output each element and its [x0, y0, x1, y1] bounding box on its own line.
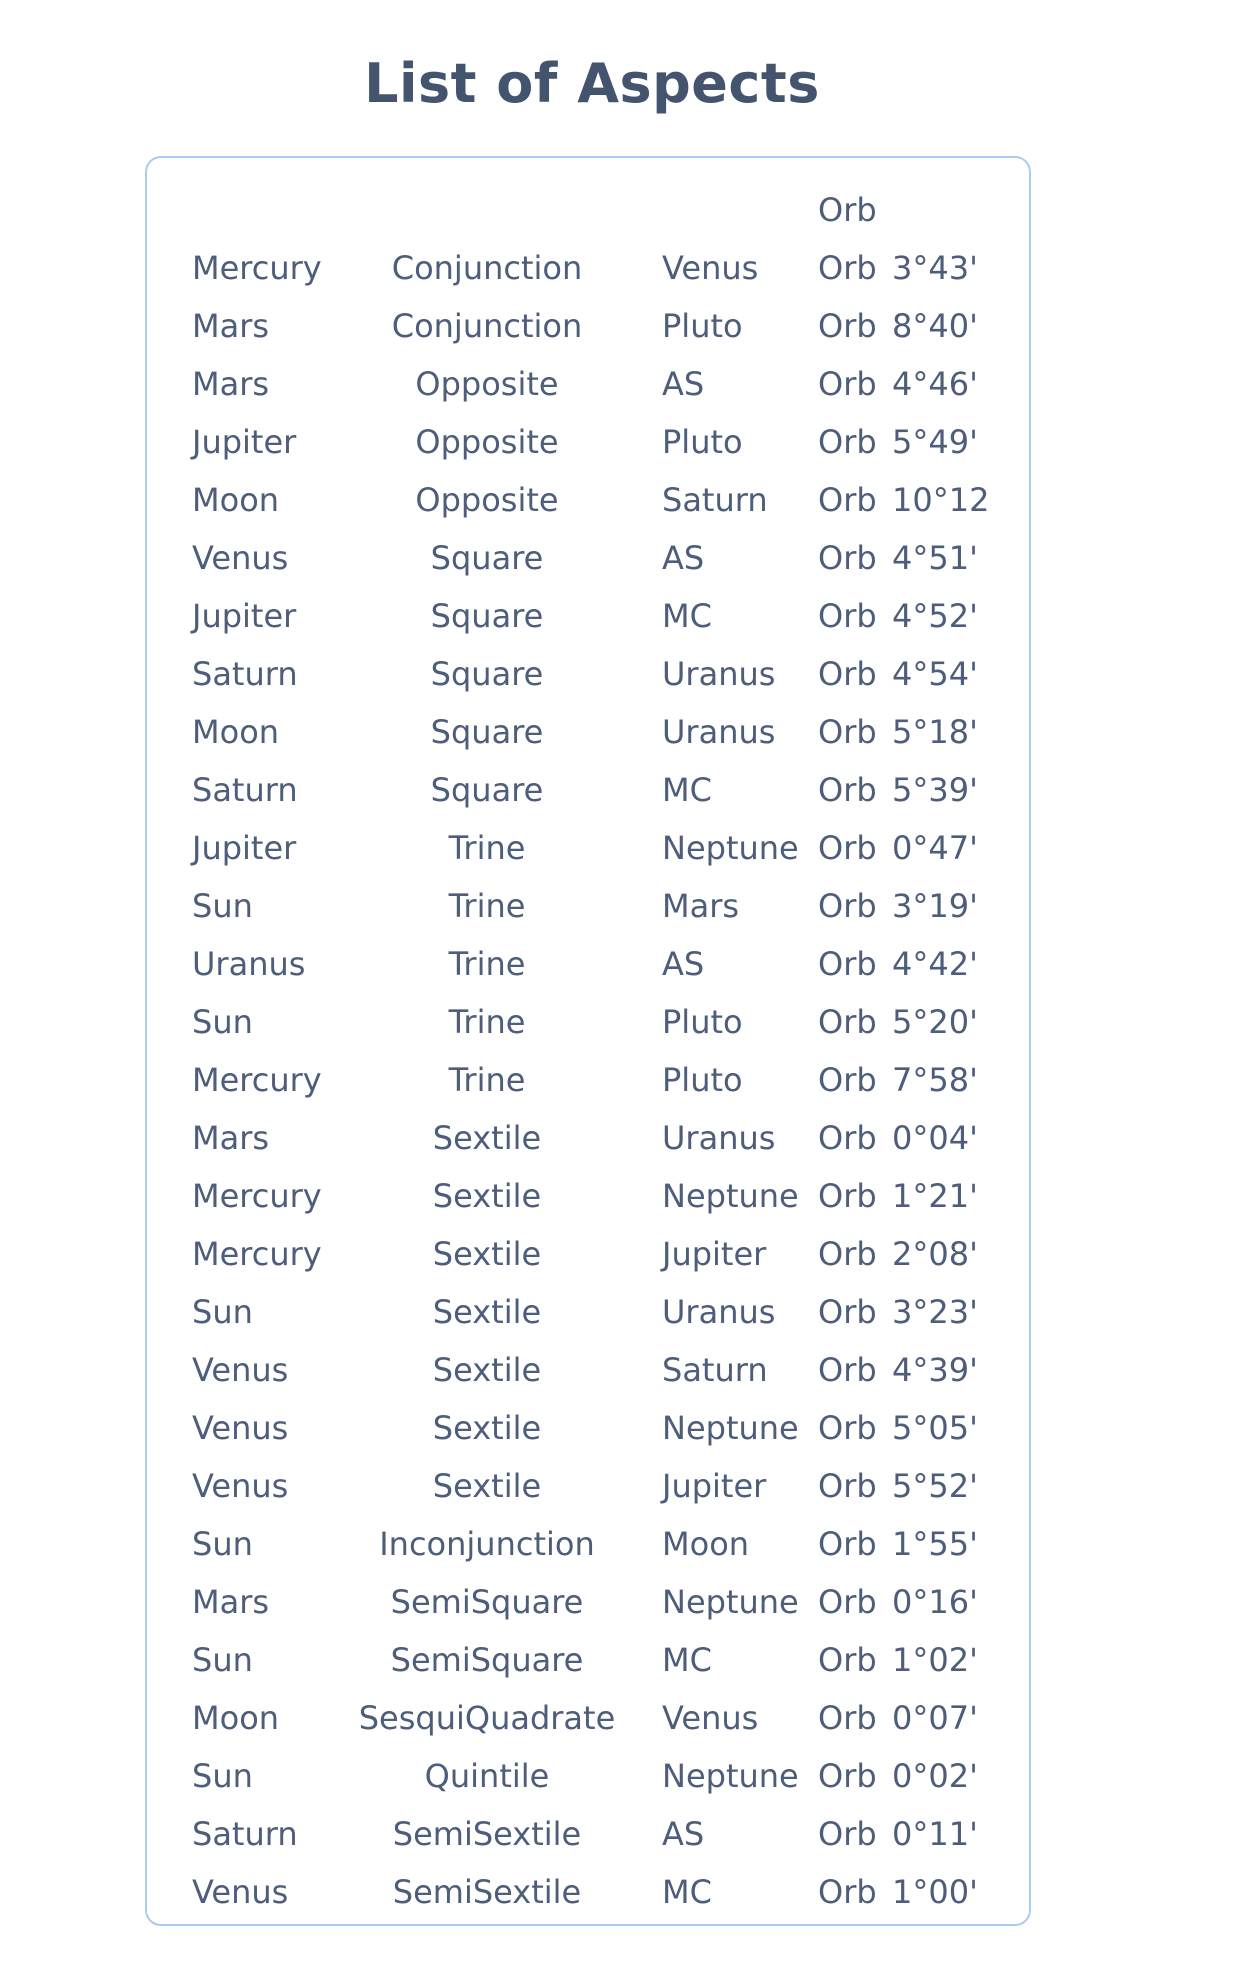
orb-value: 0°16' — [892, 1583, 978, 1621]
aspect-planet1: Sun — [192, 887, 253, 925]
aspect-planet1: Saturn — [192, 1815, 298, 1853]
aspect-name: Square — [430, 771, 544, 809]
orb-value: 5°49' — [892, 423, 978, 461]
table-row — [147, 935, 1029, 993]
aspect-planet2: MC — [662, 1873, 712, 1911]
aspect-planet2: Saturn — [662, 1351, 768, 1389]
orb-label: Orb — [818, 887, 877, 925]
aspect-planet2: Pluto — [662, 307, 743, 345]
aspect-planet1: Saturn — [192, 771, 298, 809]
aspect-planet2: Saturn — [662, 481, 768, 519]
orb-value: 2°08' — [892, 1235, 978, 1273]
orb-value: 4°54' — [892, 655, 978, 693]
orb-value: 0°02' — [892, 1757, 978, 1795]
aspect-planet1: Mercury — [192, 1061, 322, 1099]
orb-label: Orb — [818, 771, 877, 809]
table-row — [147, 993, 1029, 1051]
orb-value: 5°52' — [892, 1467, 978, 1505]
aspect-planet2: Venus — [662, 1699, 759, 1737]
table-row — [147, 1515, 1029, 1573]
aspect-planet1: Sun — [192, 1641, 253, 1679]
aspect-planet2: Uranus — [662, 1293, 776, 1331]
aspect-name: Trine — [448, 1003, 526, 1041]
orb-value: 0°47' — [892, 829, 978, 867]
table-row — [147, 761, 1029, 819]
aspect-planet2: MC — [662, 771, 712, 809]
aspect-planet1: Mars — [192, 365, 270, 403]
aspect-planet1: Mars — [192, 1583, 270, 1621]
table-row — [147, 1689, 1029, 1747]
aspect-name: Sextile — [432, 1293, 542, 1331]
table-row — [147, 1051, 1029, 1109]
aspect-planet1: Venus — [192, 1873, 289, 1911]
aspect-planet1: Jupiter — [192, 423, 297, 461]
aspect-planet1: Moon — [192, 713, 280, 751]
orb-label: Orb — [818, 1409, 877, 1447]
aspect-name: Trine — [448, 945, 526, 983]
aspect-name: Conjunction — [391, 249, 583, 287]
table-row — [147, 1167, 1029, 1225]
aspect-name: Quintile — [424, 1757, 550, 1795]
orb-label: Orb — [818, 249, 877, 287]
orb-label: Orb — [818, 597, 877, 635]
aspect-planet2: Jupiter — [662, 1467, 767, 1505]
aspect-name: Sextile — [432, 1177, 542, 1215]
aspect-planet2: Jupiter — [662, 1235, 767, 1273]
aspect-planet1: Mercury — [192, 1235, 322, 1273]
aspect-planet1: Sun — [192, 1003, 253, 1041]
aspect-name: Trine — [448, 829, 526, 867]
orb-label: Orb — [818, 829, 877, 867]
orb-value: 0°04' — [892, 1119, 978, 1157]
aspect-planet2: AS — [662, 945, 705, 983]
aspect-name: SesquiQuadrate — [358, 1699, 616, 1737]
table-row — [147, 1863, 1029, 1921]
aspect-name: Square — [430, 713, 544, 751]
aspect-planet1: Venus — [192, 1409, 289, 1447]
orb-label: Orb — [818, 1699, 877, 1737]
orb-value: 1°00' — [892, 1873, 978, 1911]
aspect-name: Conjunction — [391, 307, 583, 345]
orb-value: 10°12 — [892, 481, 990, 519]
aspect-name: Sextile — [432, 1409, 542, 1447]
orb-label: Orb — [818, 1235, 877, 1273]
aspect-planet2: Neptune — [662, 1757, 799, 1795]
table-row — [147, 587, 1029, 645]
orb-label: Orb — [818, 1641, 877, 1679]
orb-label: Orb — [818, 1061, 877, 1099]
aspect-planet2: Neptune — [662, 829, 799, 867]
orb-value: 7°58' — [892, 1061, 978, 1099]
aspect-planet2: MC — [662, 1641, 712, 1679]
aspect-planet2: Venus — [662, 249, 759, 287]
aspect-planet1: Jupiter — [192, 829, 297, 867]
orb-label: Orb — [818, 307, 877, 345]
page-title: List of Aspects — [364, 52, 820, 115]
aspect-planet1: Venus — [192, 1351, 289, 1389]
table-row — [147, 645, 1029, 703]
orb-value: 3°43' — [892, 249, 978, 287]
table-row — [147, 1109, 1029, 1167]
table-row — [147, 529, 1029, 587]
aspect-name: Opposite — [415, 423, 559, 461]
aspect-planet1: Mercury — [192, 249, 322, 287]
table-row — [147, 413, 1029, 471]
aspect-name: Square — [430, 539, 544, 577]
aspect-planet1: Moon — [192, 481, 280, 519]
aspect-planet1: Saturn — [192, 655, 298, 693]
aspect-planet2: AS — [662, 539, 705, 577]
aspect-planet1: Mars — [192, 307, 270, 345]
table-row — [147, 1747, 1029, 1805]
orb-label: Orb — [818, 539, 877, 577]
orb-label: Orb — [818, 1003, 877, 1041]
aspect-planet1: Sun — [192, 1525, 253, 1563]
orb-label: Orb — [818, 1293, 877, 1331]
aspect-planet2: Mars — [662, 887, 740, 925]
table-row — [147, 1457, 1029, 1515]
table-row — [147, 1225, 1029, 1283]
aspect-planet2: Pluto — [662, 1061, 743, 1099]
aspect-planet2: Neptune — [662, 1177, 799, 1215]
aspect-planet1: Mars — [192, 1119, 270, 1157]
orb-label: Orb — [818, 1177, 877, 1215]
aspect-name: Square — [430, 655, 544, 693]
aspect-name: SemiSextile — [392, 1873, 582, 1911]
table-row — [147, 703, 1029, 761]
orb-value: 8°40' — [892, 307, 978, 345]
aspects-card — [145, 156, 1031, 1926]
aspect-planet1: Uranus — [192, 945, 306, 983]
orb-label: Orb — [818, 1467, 877, 1505]
orb-value: 4°39' — [892, 1351, 978, 1389]
aspect-planet2: Neptune — [662, 1409, 799, 1447]
orb-label: Orb — [818, 655, 877, 693]
aspect-planet1: Venus — [192, 1467, 289, 1505]
orb-value: 5°39' — [892, 771, 978, 809]
table-row — [147, 819, 1029, 877]
aspect-name: Opposite — [415, 481, 559, 519]
orb-label: Orb — [818, 1583, 877, 1621]
orb-value: 5°05' — [892, 1409, 978, 1447]
aspect-name: Trine — [448, 1061, 526, 1099]
table-row — [147, 239, 1029, 297]
orb-value: 4°42' — [892, 945, 978, 983]
aspect-name: Inconjunction — [379, 1525, 595, 1563]
aspect-planet1: Sun — [192, 1757, 253, 1795]
aspect-name: SemiSquare — [390, 1583, 584, 1621]
table-row — [147, 1573, 1029, 1631]
orb-value: 4°51' — [892, 539, 978, 577]
aspect-planet1: Moon — [192, 1699, 280, 1737]
orb-label: Orb — [818, 1351, 877, 1389]
aspect-name: Square — [430, 597, 544, 635]
aspects-table — [147, 181, 1029, 1921]
aspect-name: Sextile — [432, 1235, 542, 1273]
aspect-name: Opposite — [415, 365, 559, 403]
aspect-planet2: Neptune — [662, 1583, 799, 1621]
aspect-planet2: AS — [662, 365, 705, 403]
orb-value: 5°18' — [892, 713, 978, 751]
orb-label: Orb — [818, 1815, 877, 1853]
orb-value: 4°52' — [892, 597, 978, 635]
orb-value: 3°19' — [892, 887, 978, 925]
orb-label: Orb — [818, 1873, 877, 1911]
aspect-planet2: Uranus — [662, 1119, 776, 1157]
table-row — [147, 877, 1029, 935]
orb-label: Orb — [818, 1119, 877, 1157]
orb-value: 1°55' — [892, 1525, 978, 1563]
table-row — [147, 1805, 1029, 1863]
aspect-name: Sextile — [432, 1467, 542, 1505]
aspect-planet1: Jupiter — [192, 597, 297, 635]
orb-label: Orb — [818, 1757, 877, 1795]
orb-label: Orb — [818, 945, 877, 983]
aspect-planet2: Uranus — [662, 713, 776, 751]
table-row — [147, 1341, 1029, 1399]
aspect-name: SemiSquare — [390, 1641, 584, 1679]
aspect-planet2: AS — [662, 1815, 705, 1853]
aspect-planet1: Venus — [192, 539, 289, 577]
orb-value: 1°02' — [892, 1641, 978, 1679]
aspect-planet2: Uranus — [662, 655, 776, 693]
aspect-planet2: Pluto — [662, 1003, 743, 1041]
aspect-planet1: Sun — [192, 1293, 253, 1331]
table-row — [147, 471, 1029, 529]
orb-value: 3°23' — [892, 1293, 978, 1331]
orb-value: 0°07' — [892, 1699, 978, 1737]
table-row — [147, 1399, 1029, 1457]
table-row — [147, 297, 1029, 355]
orb-label: Orb — [818, 481, 877, 519]
aspect-name: SemiSextile — [392, 1815, 582, 1853]
header-orb-label: Orb — [818, 191, 877, 229]
orb-label: Orb — [818, 713, 877, 751]
orb-value: 4°46' — [892, 365, 978, 403]
orb-value: 1°21' — [892, 1177, 978, 1215]
table-body — [147, 239, 1029, 1921]
orb-value: 5°20' — [892, 1003, 978, 1041]
aspect-planet2: Pluto — [662, 423, 743, 461]
aspect-name: Sextile — [432, 1119, 542, 1157]
aspect-planet2: Moon — [662, 1525, 750, 1563]
orb-value: 0°11' — [892, 1815, 978, 1853]
table-row — [147, 1283, 1029, 1341]
table-header-row — [147, 181, 1029, 239]
aspect-name: Sextile — [432, 1351, 542, 1389]
orb-label: Orb — [818, 1525, 877, 1563]
table-row — [147, 1631, 1029, 1689]
aspect-name: Trine — [448, 887, 526, 925]
orb-label: Orb — [818, 365, 877, 403]
aspect-planet1: Mercury — [192, 1177, 322, 1215]
orb-label: Orb — [818, 423, 877, 461]
table-row — [147, 355, 1029, 413]
aspect-planet2: MC — [662, 597, 712, 635]
